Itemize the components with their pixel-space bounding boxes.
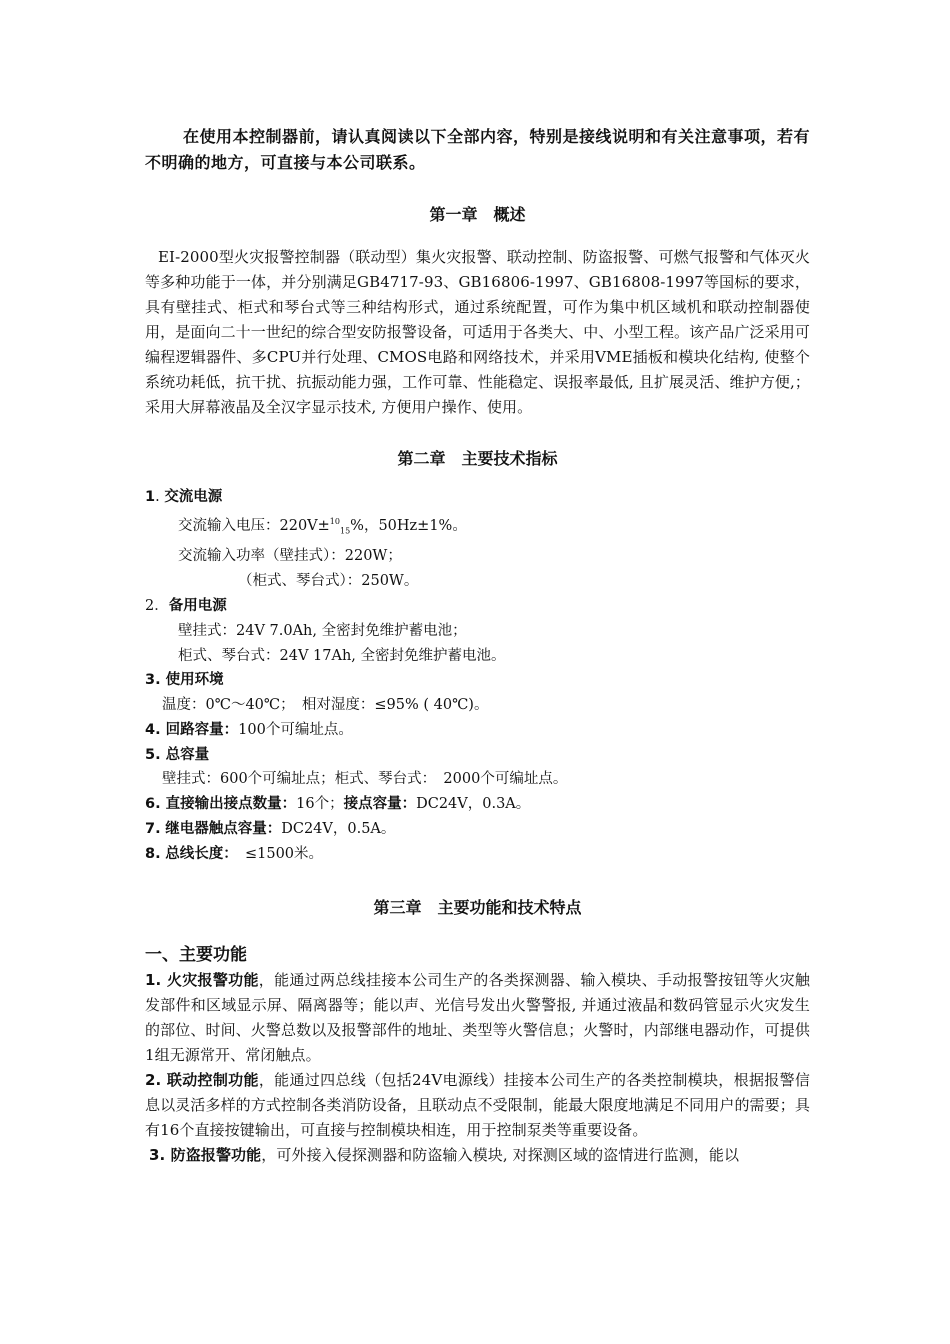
spec-6-number: 6: [145, 796, 156, 813]
spec-4: 4. 回路容量：100个可编址点。: [145, 721, 353, 738]
spec-2-line-1: 壁挂式：24V 7.0Ah, 全密封免维护蓄电池；: [178, 622, 467, 639]
function-3-label: 3. 防盗报警功能: [149, 1145, 262, 1164]
spec-7-value: DC24V，0.5A。: [281, 821, 396, 838]
spec-7: 7. 继电器触点容量：DC24V，0.5A。: [145, 821, 396, 838]
tolerance-minus: 15: [339, 526, 351, 536]
spec-2-line-2: 柜式、琴台式：24V 17Ah, 全密封免维护蓄电池。: [178, 647, 506, 664]
spec-1-heading: 1. 交流电源: [145, 489, 223, 505]
spec-3-label: 使用环境: [165, 672, 224, 689]
spec-6-value: 16个；: [296, 796, 344, 813]
spec-3-number: 3: [145, 672, 156, 689]
spec-8: 8. 总线长度： ≤1500米。: [145, 845, 324, 862]
document-page: [145, 124, 810, 1168]
spec-5-line-1: 壁挂式：600个可编址点；柜式、琴台式： 2000个可编址点。: [162, 771, 568, 788]
function-1: [145, 968, 810, 1068]
chapter1-body: EI-2000型火灾报警控制器（联动型）集火灾报警、联动控制、防盗报警、可燃气报警和气体灭火等多种功能于一体，并分别满足GB4717-93、GB16806-1997、GB16808-1997等国标的要求，具有壁挂式、柜式和琴台式等三种结构形式，通过系统配置，可作为集中机区域机和联动控制器使用，是面向二十一世纪的综合型安防报警设备，可适用于各类大、中、小型工程。该产品广泛采用可编程逻辑器件、多CPU并行处理、CMOS电路和网络技术，并采用VME插板和模块化结构, 使整个系统功耗低，抗干扰、抗振动能力强，工作可靠、性能稳定、误报率最低, 且扩展灵活、维护方便,；采用大屏幕液晶及全汉字显示技术, 方便用户操作、使用。: [145, 248, 810, 416]
spec-5-number: 5: [145, 746, 156, 763]
spec-list: [145, 485, 810, 867]
function-2: [145, 1068, 810, 1143]
spec-6-value-2: DC24V，0.3A。: [416, 796, 531, 813]
spec-2-number: 2．: [145, 597, 169, 614]
spec-1-line-1: [145, 510, 810, 545]
spec-1-line-2: 交流输入功率（壁挂式）：220W；: [178, 548, 402, 565]
spec-4-value: 100个可编址点。: [238, 721, 353, 738]
chapter3-title: 第三章 主要功能和技术特点: [373, 897, 582, 917]
spec-5-heading: 5. 总容量: [145, 746, 210, 763]
spec-4-number: 4: [145, 721, 156, 738]
chapter2-title: 第二章 主要技术指标: [397, 449, 558, 468]
spec-7-label: 继电器触点容量: [165, 821, 267, 838]
spec-7-number: 7.: [145, 821, 161, 838]
spec-1-label: 交流电源: [164, 489, 223, 505]
spec-2-heading: [145, 594, 810, 619]
spec-3-line-1: 温度：0℃～40℃； 相对湿度：≤95% ( 40℃)。: [162, 697, 489, 714]
spec-6: 6. 直接输出接点数量：16个；接点容量：DC24V，0.3A。: [145, 796, 531, 813]
section-main-functions: 一、主要功能: [145, 944, 247, 965]
spec-6-label-2: 接点容量: [343, 796, 402, 813]
spec-1-line-3: （柜式、琴台式）：250W。: [238, 573, 419, 590]
tolerance-plus: 10: [329, 516, 340, 526]
spec-8-value: ≤1500米。: [230, 845, 324, 862]
function-1-label: 1. 火灾报警功能: [145, 970, 259, 989]
spec-2-label: 备用电源: [168, 597, 227, 614]
function-2-label: 2. 联动控制功能: [145, 1070, 259, 1089]
spec-8-number: 8.: [145, 845, 161, 862]
spec-6-label: 直接输出接点数量: [165, 796, 282, 813]
intro-notice: 在使用本控制器前，请认真阅读以下全部内容，特别是接线说明和有关注意事项，若有不明确的地方，可直接与本公司联系。: [145, 127, 811, 172]
spec-1-number: 1: [145, 489, 156, 505]
function-3-body: ，可外接入侵探测器和防盗输入模块, 对探测区域的盗情进行监测，能以: [261, 1145, 740, 1164]
ac-voltage-text: 交流输入电压：220V±: [178, 517, 330, 534]
spec-3-heading: 3. 使用环境: [145, 672, 224, 689]
ac-voltage-freq: %，50Hz±1%。: [350, 517, 467, 534]
function-3: [145, 1143, 810, 1168]
function-2-body: ，能通过四总线（包括24V电源线）挂接本公司生产的各类控制模块，根据报警信息以灵活多样的方式控制各类消防设备，且联动点不受限制，能最大限度地满足不同用户的需要；具有16个直接按键输出，可直接与控制模块相连，用于控制泵类等重要设备。: [145, 1070, 811, 1139]
function-1-body: ，能通过两总线挂接本公司生产的各类探测器、输入模块、手动报警按钮等火灾触发部件和区域显示屏、隔离器等；能以声、光信号发出火警警报, 并通过液晶和数码管显示火灾发生的部位、时间、火警总数以及报警部件的地址、类型等火警信息；火警时，内部继电器动作，可提供1组无源常开、常闭触点。: [145, 970, 810, 1064]
spec-8-label: 总线长度: [165, 845, 224, 862]
spec-4-label: 回路容量: [165, 721, 224, 738]
spec-5-label: 总容量: [165, 746, 210, 763]
chapter1-title: 第一章 概述: [429, 205, 526, 224]
